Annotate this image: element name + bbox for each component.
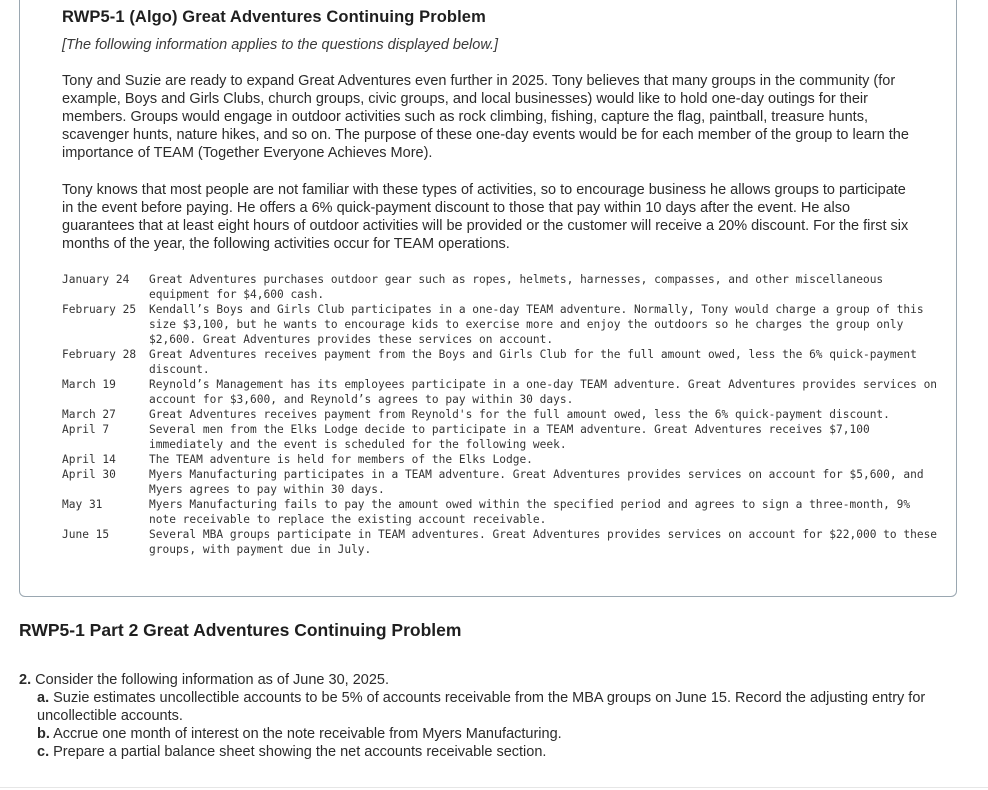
question-item-b [19,725,959,743]
event-description: Kendall’s Boys and Girls Club participates in a one-day TEAM adventure. Normally, Tony would charge a group of this size $3,100, but he wants to encourage kids to exercise more and enjoy the outdoors so he charges the group only $2,600. Great Adventures provides these services on account. [149,303,924,346]
event-row [62,527,942,557]
question-intro: Consider the following information as of June 30, 2025. [35,672,389,688]
intro-paragraph-2: Tony knows that most people are not familiar with these types of activities, so to encourage business he allows groups to participate in the event before paying. He offers a 6% quick-payment discount to those that pay within 10 days after the event. He also guarantees that at least eight hours of outdoor activities will be provided or the customer will receive a 20% discount. For the first six months of the year, the following activities occur for TEAM operations. [62,182,909,252]
event-date: February 25 [62,303,137,316]
question-block [19,671,959,761]
part2-title: RWP5-1 Part 2 Great Adventures Continuing Problem [19,620,462,640]
event-row [62,377,942,407]
event-row [62,347,942,377]
event-description: Great Adventures purchases outdoor gear such as ropes, helmets, harnesses, compasses, and other miscellaneous equipment for $4,600 cash. [149,273,884,301]
event-row [62,452,942,467]
event-description: Several men from the Elks Lodge decide to participate in a TEAM adventure. Great Adventures receives $7,100 immediately and the event is scheduled for the following week. [149,423,870,451]
event-date: June 15 [62,528,110,541]
event-description: Great Adventures receives payment from the Boys and Girls Club for the full amount owed, less the 6% quick-payment discount. [149,348,917,376]
intro-paragraph-1: Tony and Suzie are ready to expand Great Adventures even further in 2025. Tony believes that many groups in the community (for example, Boys and Girls Clubs, church groups, civic groups, and local businesses) would like to hold one-day outings for their members. Groups would engage in outdoor activities such as rock climbing, fishing, capture the flag, paintball, treasure hunts, scavenger hunts, nature hikes, and so on. The purpose of these one-day events would be for each member of the group to learn the importance of TEAM (Together Everyone Achieves More). [62,73,909,161]
question-item-a [19,689,959,725]
item-letter: b. [37,726,50,742]
event-date: January 24 [62,273,130,286]
event-date: April 30 [62,468,116,481]
event-row [62,497,942,527]
item-text: Accrue one month of interest on the note receivable from Myers Manufacturing. [53,726,562,742]
event-date: April 7 [62,423,110,436]
events-list [62,272,942,557]
event-description: Myers Manufacturing participates in a TEAM adventure. Great Adventures provides services on account for $5,600, and Myers agrees to pay within 30 days. [149,468,924,496]
event-description: Reynold’s Management has its employees participate in a one-day TEAM adventure. Great Adventures provides services on account for $3,600, and Reynold’s agrees to pay within 30 days. [149,378,938,406]
item-letter: a. [37,690,50,706]
event-row [62,467,942,497]
event-row [62,302,942,347]
event-description: Myers Manufacturing fails to pay the amount owed within the specified period and agrees to sign a three-month, 9% note receivable to replace the existing account receivable. [149,498,911,526]
event-date: March 19 [62,378,116,391]
event-description: Great Adventures receives payment from Reynold's for the full amount owed, less the 6% quick-payment discount. [149,408,890,421]
item-text: Suzie estimates uncollectible accounts to be 5% of accounts receivable from the MBA groups on June 15. Record the adjusting entry for uncollectible accounts. [37,690,926,724]
event-row [62,422,942,452]
event-date: March 27 [62,408,116,421]
event-date: February 28 [62,348,137,361]
problem-title: RWP5-1 (Algo) Great Adventures Continuing Problem [62,8,486,26]
item-text: Prepare a partial balance sheet showing the net accounts receivable section. [53,744,547,760]
event-date: May 31 [62,498,103,511]
bottom-divider [0,787,988,788]
event-row [62,407,942,422]
event-description: The TEAM adventure is held for members of the Elks Lodge. [149,453,533,466]
event-description: Several MBA groups participate in TEAM adventures. Great Adventures provides services on account for $22,000 to these groups, with payment due in July. [149,528,938,556]
question-item-c [19,743,959,761]
event-row [62,272,942,302]
intro-note: [The following information applies to the questions displayed below.] [62,37,499,53]
event-date: April 14 [62,453,116,466]
question-number: 2. [19,672,32,688]
question-intro-line [19,671,959,689]
item-letter: c. [37,744,50,760]
